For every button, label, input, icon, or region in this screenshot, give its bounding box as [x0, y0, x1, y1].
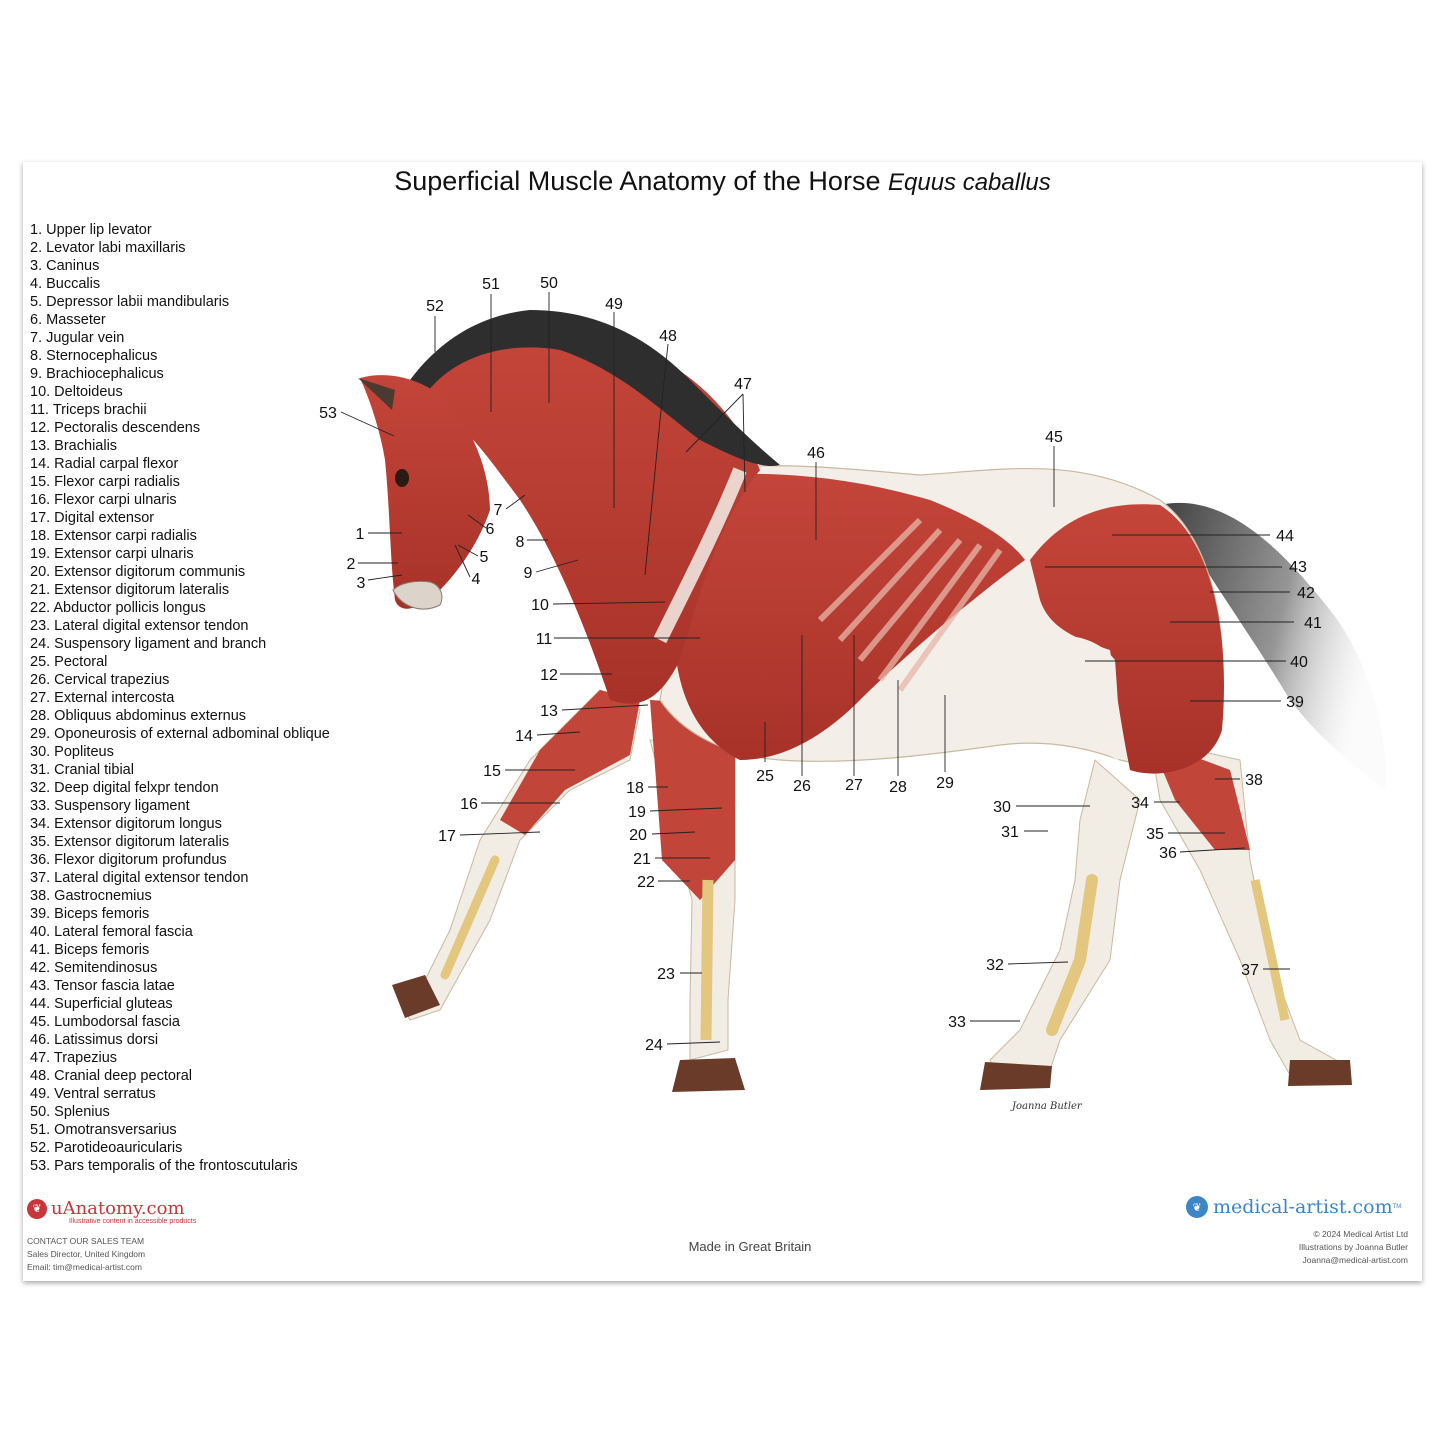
callout-18: 18 [626, 780, 644, 797]
callout-49: 49 [605, 296, 623, 313]
callout-4: 4 [471, 571, 481, 588]
callout-51: 51 [482, 276, 500, 293]
callout-10: 10 [531, 597, 549, 614]
legend-item: 1. Upper lip levator [30, 222, 152, 238]
callout-38: 38 [1245, 772, 1263, 789]
credit-line: Illustrations by Joanna Butler [1298, 1242, 1408, 1252]
sales-contact [27, 1235, 145, 1274]
uanatomy-brand-name: uAnatomy.com [51, 1198, 185, 1219]
hind-far-hoof [980, 1062, 1052, 1090]
callout-26: 26 [793, 778, 811, 795]
uanatomy-logo-icon: ❦ [27, 1199, 47, 1219]
callout-1: 1 [355, 526, 365, 543]
callout-43: 43 [1289, 559, 1307, 576]
legend-item: 44. Superficial gluteas [30, 996, 173, 1012]
callout-31: 31 [1001, 824, 1019, 841]
callout-47: 47 [734, 376, 752, 393]
medical-artist-brand-name: medical-artist.com [1213, 1196, 1393, 1218]
callout-52: 52 [426, 298, 444, 315]
callout-6: 6 [485, 521, 495, 538]
legend-item: 31. Cranial tibial [30, 762, 134, 778]
callout-53: 53 [319, 405, 337, 422]
legend-item: 10. Deltoideus [30, 384, 123, 400]
legend-item: 52. Parotideoauricularis [30, 1140, 183, 1156]
legend-item: 16. Flexor carpi ulnaris [30, 492, 177, 508]
legend-item: 21. Extensor digitorum lateralis [30, 582, 230, 598]
legend-item: 11. Triceps brachii [30, 402, 147, 418]
callout-7: 7 [493, 502, 503, 519]
uanatomy-tagline: Illustrative content in accessible products [69, 1218, 197, 1225]
legend-item: 19. Extensor carpi ulnaris [30, 546, 194, 562]
legend-item: 47. Trapezius [30, 1050, 118, 1066]
legend-item: 22. Abductor pollicis longus [30, 600, 206, 616]
callout-29: 29 [936, 775, 954, 792]
legend-item: 53. Pars temporalis of the frontoscutularis [30, 1158, 298, 1174]
callout-32: 32 [986, 957, 1004, 974]
callout-36: 36 [1159, 845, 1177, 862]
credit-line: Joanna@medical-artist.com [1302, 1255, 1408, 1265]
callout-5: 5 [479, 549, 489, 566]
medical-artist-logo-icon: ❦ [1186, 1196, 1208, 1218]
callout-50: 50 [540, 275, 558, 292]
legend-item: 41. Biceps femoris [30, 942, 150, 958]
callout-41: 41 [1304, 615, 1322, 632]
legend-item: 12. Pectoralis descendens [30, 420, 201, 436]
callout-23: 23 [657, 966, 675, 983]
hind-near-hoof [1288, 1060, 1352, 1086]
trademark-mark: TM [1392, 1204, 1402, 1210]
legend-item: 37. Lateral digital extensor tendon [30, 870, 249, 886]
callout-3: 3 [356, 575, 366, 592]
legend-item: 25. Pectoral [30, 654, 108, 670]
legend-item: 32. Deep digital felxpr tendon [30, 780, 219, 796]
callout-34: 34 [1131, 795, 1149, 812]
legend-item: 42. Semitendinosus [30, 960, 158, 976]
legend-item: 33. Suspensory ligament [30, 798, 190, 814]
legend-item: 48. Cranial deep pectoral [30, 1068, 193, 1084]
callout-42: 42 [1297, 585, 1315, 602]
legend-item: 14. Radial carpal flexor [30, 456, 179, 472]
legend-item: 39. Biceps femoris [30, 906, 150, 922]
legend-item: 29. Oponeurosis of external adbominal oblique [30, 726, 330, 742]
legend-item: 51. Omotransversarius [30, 1122, 177, 1138]
callout-2: 2 [346, 556, 356, 573]
legend-item: 50. Splenius [30, 1104, 110, 1120]
copyright-credits [1299, 1228, 1408, 1267]
legend-item: 2. Levator labi maxillaris [30, 240, 186, 256]
callout-16: 16 [460, 796, 478, 813]
credit-line: © 2024 Medical Artist Ltd [1313, 1229, 1408, 1239]
callout-37: 37 [1241, 962, 1259, 979]
callout-28: 28 [889, 779, 907, 796]
callout-48: 48 [659, 328, 677, 345]
callout-24: 24 [645, 1037, 663, 1054]
legend-item: 35. Extensor digitorum lateralis [30, 834, 230, 850]
legend-item: 38. Gastrocnemius [30, 888, 152, 904]
callout-21: 21 [633, 851, 651, 868]
artist-signature: Joanna Butler [1012, 1101, 1082, 1112]
legend-item: 27. External intercosta [30, 690, 175, 706]
legend-item: 15. Flexor carpi radialis [30, 474, 180, 490]
hind-far-leg [990, 760, 1140, 1078]
legend-item: 40. Lateral femoral fascia [30, 924, 193, 940]
callout-25: 25 [756, 768, 774, 785]
contact-line: CONTACT OUR SALES TEAM [27, 1236, 145, 1246]
legend-item: 3. Caninus [30, 258, 100, 274]
legend-item: 9. Brachiocephalicus [30, 366, 164, 382]
callout-33: 33 [948, 1014, 966, 1031]
legend-item: 49. Ventral serratus [30, 1086, 156, 1102]
legend-item: 28. Obliquus abdominus externus [30, 708, 247, 724]
contact-line: Email: tim@medical-artist.com [27, 1262, 142, 1272]
callout-15: 15 [483, 763, 501, 780]
callout-20: 20 [629, 827, 647, 844]
callout-8: 8 [515, 534, 525, 551]
uanatomy-brand[interactable] [27, 1198, 196, 1225]
callout-14: 14 [515, 728, 533, 745]
fore-straight-hoof [672, 1058, 745, 1092]
callout-13: 13 [540, 703, 558, 720]
callout-11: 11 [535, 631, 553, 648]
legend-item: 13. Brachialis [30, 438, 118, 454]
callout-30: 30 [993, 799, 1011, 816]
contact-line: Sales Director, United Kingdom [27, 1249, 146, 1259]
medical-artist-brand[interactable] [1186, 1196, 1401, 1218]
callout-40: 40 [1290, 654, 1308, 671]
callout-9: 9 [523, 565, 533, 582]
callout-39: 39 [1286, 694, 1304, 711]
legend-item: 8. Sternocephalicus [30, 348, 158, 364]
legend-item: 23. Lateral digital extensor tendon [30, 618, 249, 634]
legend-item: 30. Popliteus [30, 744, 114, 760]
callout-46: 46 [807, 445, 825, 462]
legend-item: 4. Buccalis [30, 276, 101, 292]
callout-44: 44 [1276, 528, 1294, 545]
callout-17: 17 [438, 828, 456, 845]
callout-12: 12 [540, 667, 558, 684]
made-in-label: Made in Great Britain [688, 1239, 812, 1254]
legend-item: 20. Extensor digitorum communis [30, 564, 246, 580]
fore-straight-tendon [706, 880, 708, 1040]
legend-item: 26. Cervical trapezius [30, 672, 170, 688]
callout-27: 27 [845, 777, 863, 794]
title-main: Superficial Muscle Anatomy of the Horse [394, 166, 881, 196]
legend-item: 24. Suspensory ligament and branch [30, 636, 267, 652]
legend-item: 45. Lumbodorsal fascia [30, 1014, 180, 1030]
legend-item: 18. Extensor carpi radialis [30, 528, 197, 544]
legend-item: 6. Masseter [30, 312, 106, 328]
title-species: Equus caballus [887, 169, 1051, 196]
eye [395, 469, 409, 487]
legend-item: 34. Extensor digitorum longus [30, 816, 222, 832]
legend-item: 7. Jugular vein [30, 330, 125, 346]
legend-item: 5. Depressor labii mandibularis [30, 294, 230, 310]
callout-35: 35 [1146, 826, 1164, 843]
legend-item: 46. Latissimus dorsi [30, 1032, 159, 1048]
callout-45: 45 [1045, 429, 1063, 446]
legend-item: 43. Tensor fascia latae [30, 978, 175, 994]
callout-22: 22 [637, 874, 655, 891]
legend-item: 17. Digital extensor [30, 510, 155, 526]
legend-item: 36. Flexor digitorum profundus [30, 852, 227, 868]
callout-19: 19 [628, 804, 646, 821]
